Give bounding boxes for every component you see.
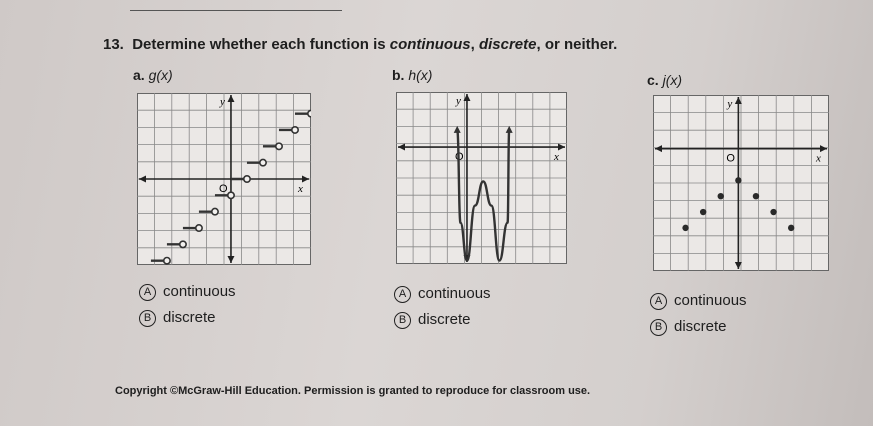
choice-label: discrete [418,311,471,328]
question-number: 13. [103,36,124,53]
data-point-5 [770,209,776,215]
choice-letter-a: A [139,284,156,301]
open-endpoint-4 [228,192,234,198]
choice-letter-a: A [394,286,411,303]
open-endpoint-7 [276,143,282,149]
y-axis-label: y [727,98,733,110]
open-endpoint-6 [260,159,266,165]
x-axis-label: x [816,152,821,165]
y-axis-label: y [219,96,225,108]
origin-label: O [726,152,735,165]
choice-letter-b: B [139,310,156,327]
question-term-continuous: continuous [389,36,471,53]
choice-letter-a: A [650,293,667,310]
part-a-function: g(x) [148,67,173,83]
part-a-letter: a. [133,67,145,83]
choice-a-discrete[interactable] [139,309,216,327]
copyright-notice: Copyright ©McGraw-Hill Education. Permission is granted to reproduce for classroom use. [115,385,591,397]
open-endpoint-0 [164,258,170,264]
data-point-6 [788,225,794,231]
data-point-0 [682,225,688,231]
open-endpoint-9 [308,110,311,116]
part-b-function: h(x) [408,67,433,83]
choice-c-continuous[interactable] [650,292,747,310]
choice-label: continuous [418,285,491,302]
graph-g [137,93,311,265]
data-point-4 [753,193,759,199]
choice-letter-b: B [650,319,667,336]
choice-letter-b: B [394,312,411,329]
data-point-2 [718,193,724,199]
data-point-3 [735,177,741,183]
part-c-function: j(x) [662,72,683,88]
part-b-label [392,67,432,83]
part-a-label [133,67,173,83]
question-text [103,36,617,53]
choice-label: continuous [674,292,747,309]
graph-j [653,95,829,271]
answer-line [130,10,342,11]
question-prompt: Determine whether each function is [132,36,390,53]
part-c-label [647,72,682,88]
y-axis-label: y [455,95,461,107]
open-endpoint-2 [196,225,202,231]
choice-a-continuous[interactable] [139,283,236,301]
choice-label: discrete [674,318,727,335]
graph-h [396,92,567,264]
part-b-letter: b. [392,67,405,83]
choice-c-discrete[interactable] [650,318,727,336]
open-endpoint-1 [180,241,186,247]
open-endpoint-5 [244,176,250,182]
choice-label: continuous [163,283,236,300]
x-axis-label: x [298,183,303,195]
choice-b-discrete[interactable] [394,311,471,329]
question-comma: , [470,36,479,53]
origin-label: O [454,151,464,164]
choice-b-continuous[interactable] [394,285,491,303]
x-axis-label: x [554,151,559,164]
question-term-discrete: discrete [478,36,537,53]
open-endpoint-8 [292,127,298,133]
origin-label: O [218,183,228,195]
question-tail: , or neither. [536,36,618,53]
part-c-letter: c. [647,72,659,88]
open-endpoint-3 [212,208,218,214]
choice-label: discrete [163,309,216,326]
data-point-1 [700,209,706,215]
